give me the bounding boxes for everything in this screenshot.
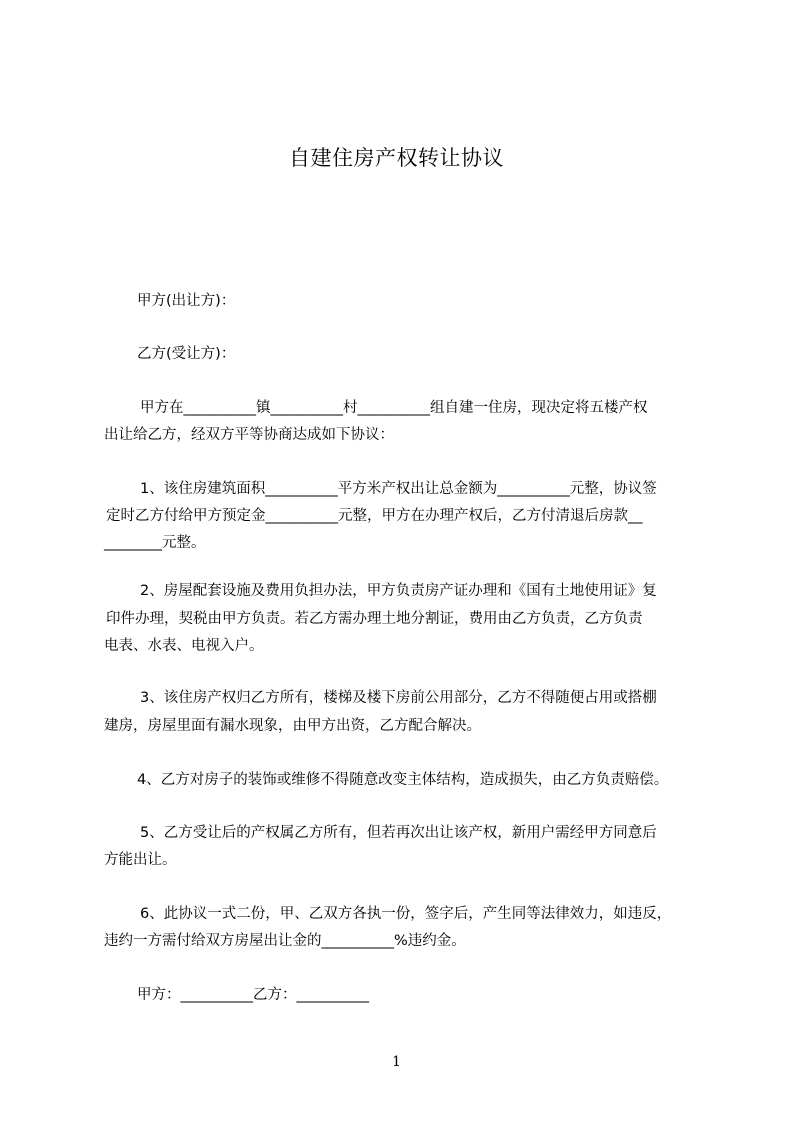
party-b-label: 乙方(受让方)： [137, 346, 236, 362]
clause-1-line-2: 定时乙方付给甲方预定金__________元整，甲方在办理产权后，乙方付清退后房款__ [106, 508, 643, 524]
clause-3-line-1: 3、该住房产权归乙方所有，楼梯及楼下房前公用部分，乙方不得随便占用或搭棚 [140, 690, 657, 706]
page-number: 1 [392, 1054, 401, 1070]
signature-line: 甲方：__________乙方：__________ [137, 987, 369, 1003]
clause-6-line-1: 6、此协议一式二份，甲、乙双方各执一份，签字后，产生同等法律效力，如违反， [140, 906, 672, 922]
intro-line-2: 出让给乙方，经双方平等协商达成如下协议： [104, 427, 394, 443]
clause-2-line-1: 2、房屋配套设施及费用负担办法，甲方负责房产证办理和《国有土地使用证》复 [140, 583, 657, 599]
document-title: 自建住房产权转让协议 [289, 146, 504, 170]
clause-1-line-1: 1、该住房建筑面积__________平方米产权出让总金额为__________元整，协议签 [140, 481, 657, 497]
clause-2-line-2: 印件办理，契税由甲方负责。若乙方需办理土地分割证，费用由乙方负责，乙方负责 [106, 611, 643, 627]
clause-1-line-3: ________元整。 [104, 535, 206, 551]
clause-4-line-1: 4、乙方对房子的装饰或维修不得随意改变主体结构，造成损失，由乙方负责赔偿。 [137, 772, 669, 788]
clause-5-line-1: 5、乙方受让后的产权属乙方所有，但若再次出让该产权，新用户需经甲方同意后 [140, 825, 657, 841]
clause-5-line-2: 方能出让。 [104, 852, 177, 868]
intro-line-1: 甲方在__________镇__________村__________组自建一住房，现决定将五楼产权 [140, 400, 648, 416]
clause-6-line-2: 违约一方需付给双方房屋出让金的__________%违约金。 [104, 933, 466, 949]
clause-3-line-2: 建房，房屋里面有漏水现象，由甲方出资，乙方配合解决。 [104, 718, 481, 734]
party-a-label: 甲方(出让方)： [137, 293, 236, 309]
clause-2-line-3: 电表、水表、电视入户。 [104, 638, 264, 654]
